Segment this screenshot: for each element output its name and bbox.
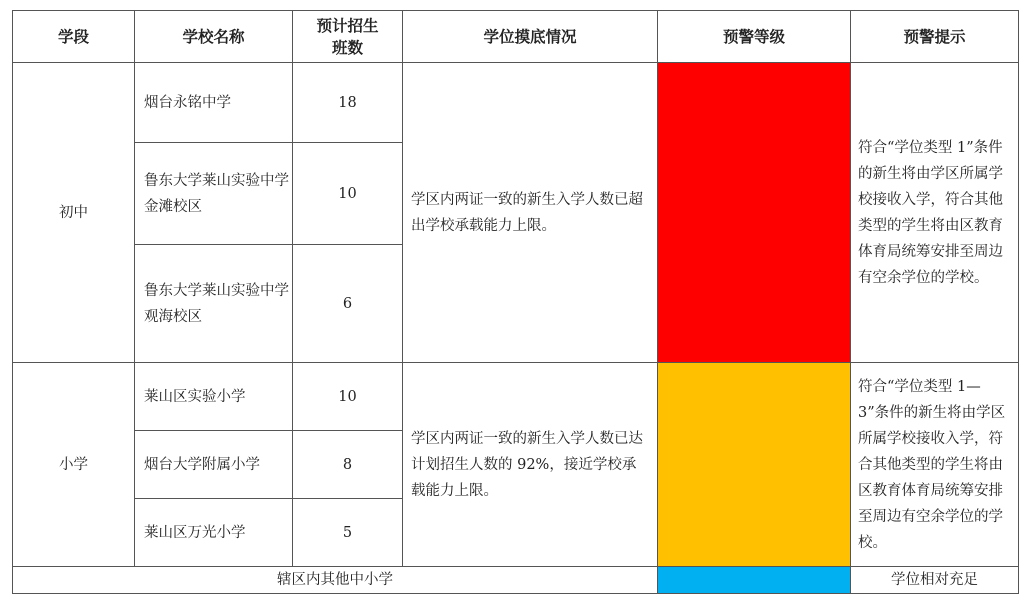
class-count: 10 xyxy=(293,143,403,245)
school-name: 鲁东大学莱山实验中学观海校区 xyxy=(135,245,293,363)
header-school-name: 学校名称 xyxy=(135,11,293,63)
class-count: 18 xyxy=(293,63,403,143)
warning-tip-junior: 符合“学位类型 1”条件的新生将由学区所属学校接收入学，符合其他类型的学生将由区教育体育局统筹安排至周边有空余学位的学校。 xyxy=(851,63,1019,363)
table-row xyxy=(13,567,1019,594)
warning-level-red xyxy=(658,63,851,363)
warning-table xyxy=(12,10,1019,594)
stage-junior: 初中 xyxy=(13,63,135,363)
header-stage: 学段 xyxy=(13,11,135,63)
class-count: 8 xyxy=(293,431,403,499)
warning-tip-primary: 符合“学位类型 1—3”条件的新生将由学区所属学校接收入学，符合其他类型的学生将由区教育体育局统筹安排至周边有空余学位的学校。 xyxy=(851,363,1019,567)
table-row xyxy=(13,363,1019,431)
warning-tip-others: 学位相对充足 xyxy=(851,567,1019,594)
header-situation: 学位摸底情况 xyxy=(403,11,658,63)
school-name: 莱山区实验小学 xyxy=(135,363,293,431)
warning-level-amber xyxy=(658,363,851,567)
class-count: 5 xyxy=(293,499,403,567)
school-name: 烟台大学附属小学 xyxy=(135,431,293,499)
class-count: 6 xyxy=(293,245,403,363)
header-warning-tip: 预警提示 xyxy=(851,11,1019,63)
header-warning-level: 预警等级 xyxy=(658,11,851,63)
header-planned-classes-line2: 班数 xyxy=(331,38,363,57)
situation-primary: 学区内两证一致的新生入学人数已达计划招生人数的 92%，接近学校承载能力上限。 xyxy=(403,363,658,567)
school-name: 莱山区万光小学 xyxy=(135,499,293,567)
header-planned-classes-line1: 预计招生 xyxy=(316,16,379,35)
class-count: 10 xyxy=(293,363,403,431)
warning-level-blue xyxy=(658,567,851,594)
header-planned-classes xyxy=(293,11,403,63)
others-label: 辖区内其他中小学 xyxy=(13,567,658,594)
header-row xyxy=(13,11,1019,63)
table-row xyxy=(13,63,1019,143)
school-name: 烟台永铭中学 xyxy=(135,63,293,143)
stage-primary: 小学 xyxy=(13,363,135,567)
situation-junior: 学区内两证一致的新生入学人数已超出学校承载能力上限。 xyxy=(403,63,658,363)
school-name: 鲁东大学莱山实验中学金滩校区 xyxy=(135,143,293,245)
